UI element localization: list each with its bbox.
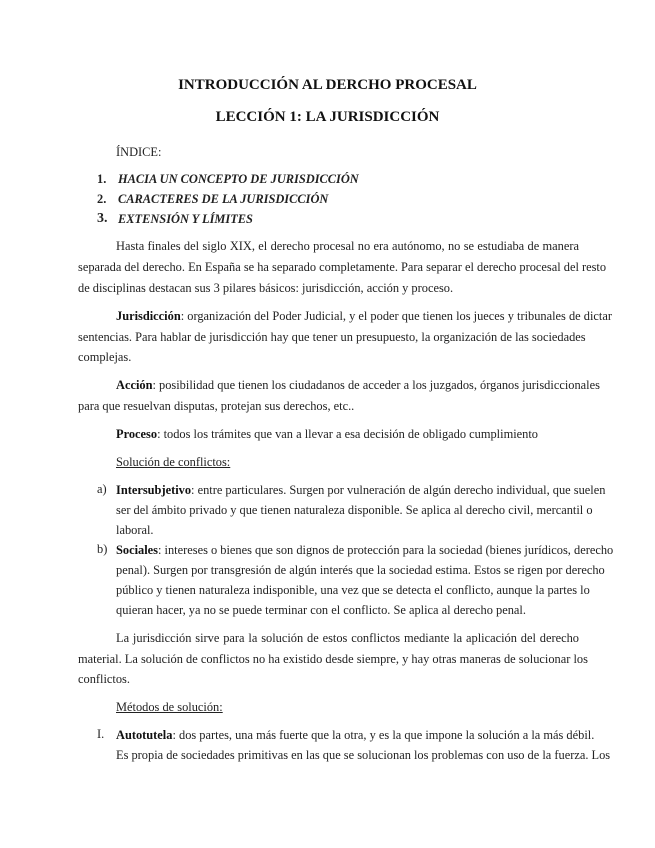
- index-item-text: EXTENSIÓN Y LÍMITES: [118, 212, 253, 226]
- jurisdiccion-line: complejas.: [78, 350, 132, 364]
- conflicto-line: quieran hacer, ya no se puede terminar con el conflicto. Se aplica al derecho penal.: [116, 603, 526, 617]
- index-item-number: 2.: [97, 192, 107, 206]
- intro-line: separada del derecho. En España se ha separado completamente. Para separar el derecho procesal del resto: [78, 260, 607, 274]
- conflictos-heading: Solución de conflictos:: [116, 455, 231, 469]
- jurisdiccion-text: : organización del Poder Judicial, y el poder que tienen los jueces y tribunales de dictar: [180, 309, 612, 323]
- intro-line: Hasta finales del siglo XIX, el derecho procesal no era autónomo, no se estudiaba de manera: [116, 239, 579, 253]
- index-item-number: 3.: [97, 211, 108, 226]
- index-item: [97, 192, 497, 208]
- jurisdiccion-sirve-line: material. La solución de conflictos no ha existido desde siempre, y hay otras maneras de solucionar los: [78, 652, 588, 666]
- index-label: ÍNDICE:: [116, 145, 162, 159]
- conflicto-term: Intersubjetivo: [116, 483, 192, 497]
- metodo-text: : dos partes, una más fuerte que la otra, y es la que impone la solución a la más débil.: [172, 728, 595, 742]
- accion-text: : posibilidad que tienen los ciudadanos de acceder a los juzgados, órganos jurisdiccionales: [152, 378, 600, 392]
- jurisdiccion-line: sentencias. Para hablar de jurisdicción hay que tener un presupuesto, la organización de las sociedades: [78, 330, 586, 344]
- index-item-text: HACIA UN CONCEPTO DE JURISDICCIÓN: [118, 172, 359, 186]
- conflicto-line: laboral.: [116, 523, 154, 537]
- proceso-line: [116, 426, 538, 442]
- conflicto-line: penal). Surgen por transgresión de algún interés que la sociedad estima. Estos se rigen por derecho: [116, 563, 605, 577]
- jurisdiccion-line: [116, 308, 612, 324]
- conflicto-text: : entre particulares. Surgen por vulneración de algún derecho individual, que suelen: [191, 483, 606, 497]
- intro-line: de disciplinas destacan sus 3 pilares básicos: jurisdicción, acción y proceso.: [78, 281, 454, 295]
- lesson-title: LECCIÓN 1: LA JURISDICCIÓN: [215, 109, 440, 125]
- list-marker: I.: [97, 727, 105, 741]
- jurisdiccion-sirve-line: La jurisdicción sirve para la solución de estos conflictos mediante la aplicación del derecho: [116, 631, 579, 645]
- list-marker: a): [97, 482, 107, 496]
- document-title: INTRODUCCIÓN AL DERCHO PROCESAL: [178, 77, 477, 93]
- index-item-text: CARACTERES DE LA JURISDICCIÓN: [118, 192, 329, 206]
- conflicto-line: ser del ámbito privado y que tienen naturaleza disponible. Se aplica al derecho civil, mercantil o: [116, 503, 593, 517]
- metodo-term: Autotutela: [116, 728, 173, 742]
- conflicto-line: público y tienen naturaleza indisponible, una vez que se detecta el conflicto, aunque la partes lo: [116, 583, 590, 597]
- jurisdiccion-sirve-line: conflictos.: [78, 672, 130, 686]
- index-item-number: 1.: [97, 172, 107, 186]
- metodo-line: [116, 727, 595, 743]
- metodo-line: Es propia de sociedades primitivas en las que se solucionan los problemas con uso de la fuerza. Los: [116, 748, 611, 762]
- jurisdiccion-term: Jurisdicción: [116, 309, 181, 323]
- proceso-text: : todos los trámites que van a llevar a esa decisión de obligado cumplimiento: [157, 427, 538, 441]
- accion-term: Acción: [116, 378, 153, 392]
- proceso-term: Proceso: [116, 427, 158, 441]
- list-marker: b): [97, 542, 108, 556]
- conflicto-line: [116, 542, 614, 558]
- accion-line: para que resuelvan disputas, protejan sus derechos, etc..: [78, 399, 355, 413]
- conflicto-line: [116, 482, 606, 498]
- metodos-heading: Métodos de solución:: [116, 700, 223, 714]
- index-item: [97, 211, 497, 229]
- index-item: [97, 172, 497, 188]
- conflicto-text: : intereses o bienes que son dignos de protección para la sociedad (bienes jurídicos, derecho: [158, 543, 614, 557]
- accion-line: [116, 377, 600, 393]
- conflicto-term: Sociales: [116, 543, 158, 557]
